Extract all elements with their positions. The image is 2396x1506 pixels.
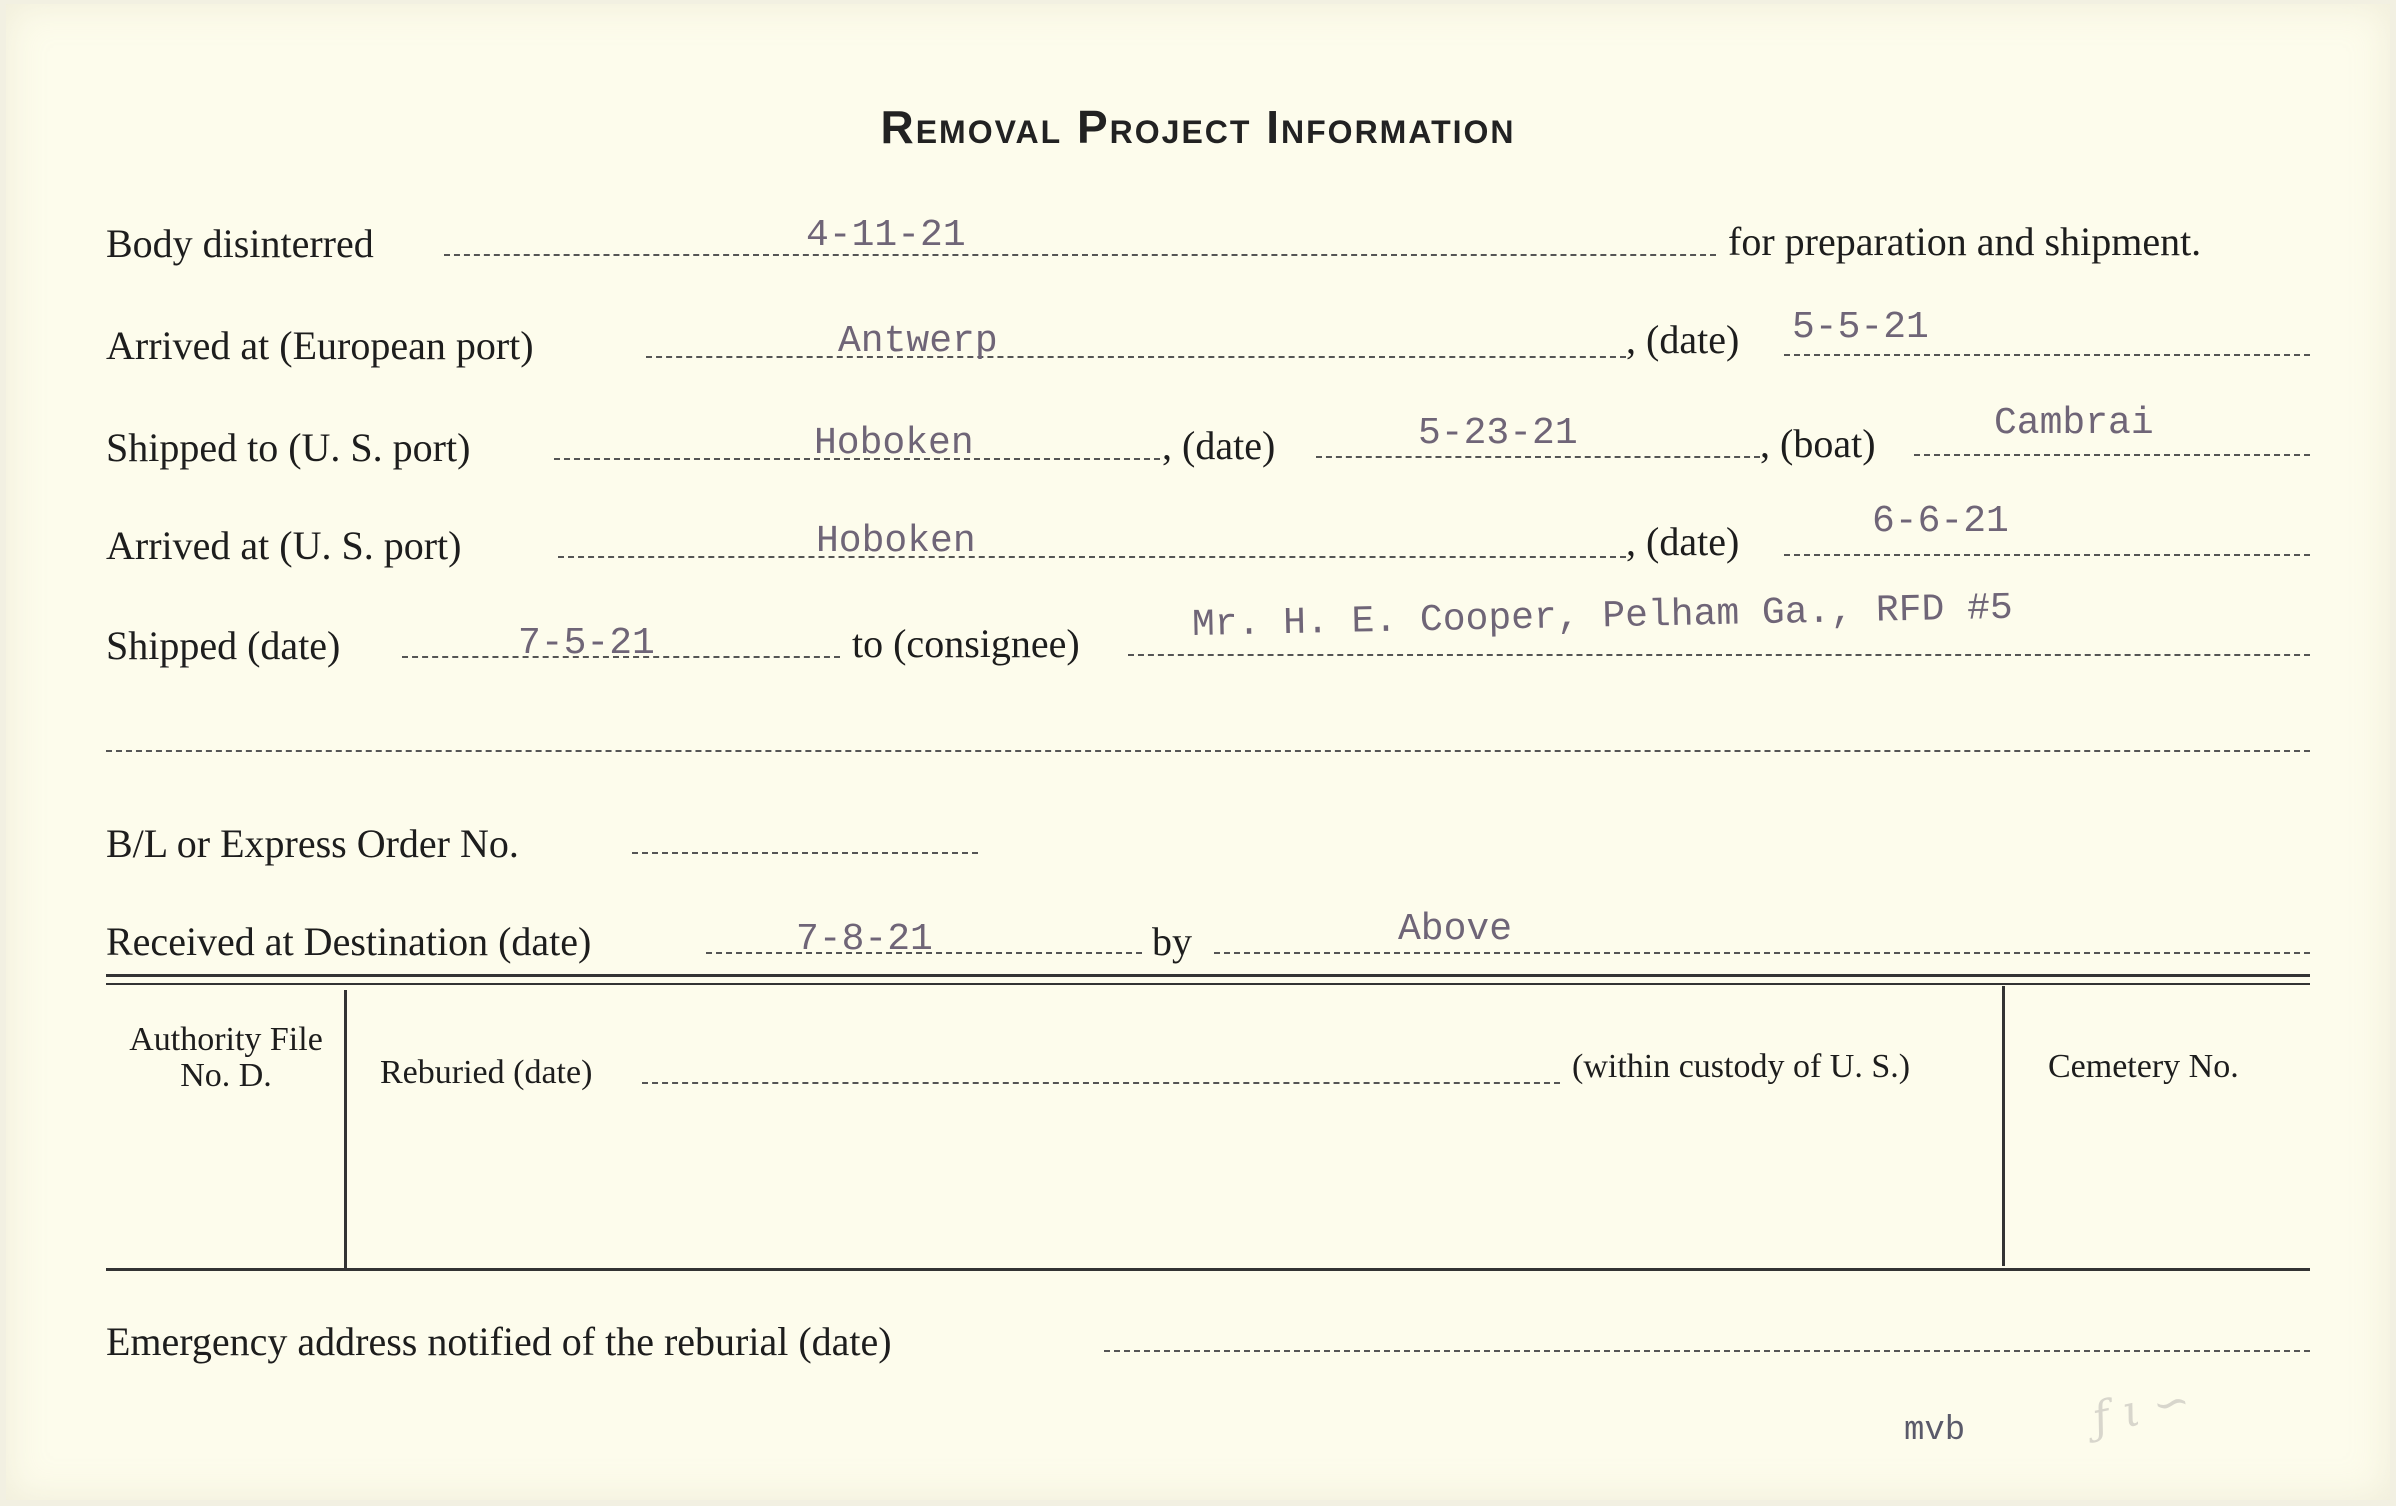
arrived-european-port-value: Antwerp (838, 320, 998, 363)
emergency-address-line (1104, 1350, 2310, 1352)
table-top-rule-double (106, 983, 2310, 985)
arrived-us-date-line (1784, 554, 2310, 556)
received-destination-value: 7-8-21 (796, 918, 933, 961)
shipped-date-label: Shipped (date) (106, 623, 341, 668)
shipped-date-value: 7-5-21 (518, 622, 655, 665)
form-title: Removal Project Information (880, 101, 1516, 153)
reburied-date-line (642, 1082, 1560, 1084)
arrived-european-port-line (646, 356, 1626, 358)
received-by-value: Above (1398, 908, 1513, 951)
clerk-initials: mvb (1904, 1412, 1966, 1450)
table-bottom-rule (106, 1268, 2310, 1271)
consignee-continuation-line (106, 750, 2310, 752)
preparation-shipment-label: for preparation and shipment. (1728, 219, 2202, 264)
boat-line (1914, 454, 2310, 456)
shipped-us-date-value: 5-23-21 (1418, 412, 1578, 455)
body-disinterred-line (444, 254, 1716, 256)
arrived-us-port-label: Arrived at (U. S. port) (106, 523, 462, 568)
arrived-european-date-label: , (date) (1626, 317, 1740, 362)
boat-value: Cambrai (1994, 402, 2154, 445)
shipped-us-date-label: , (date) (1162, 423, 1276, 468)
table-top-rule (106, 974, 2310, 977)
custody-label: (within custody of U. S.) (1572, 1048, 1911, 1085)
arrived-us-port-value: Hoboken (816, 520, 976, 563)
consignee-line (1128, 654, 2310, 656)
arrived-european-date-value: 5-5-21 (1792, 306, 1929, 349)
table-divider-right (2002, 986, 2005, 1266)
shipped-us-date-line (1316, 456, 1760, 458)
bl-express-order-label: B/L or Express Order No. (106, 821, 519, 866)
arrived-us-port-line (558, 556, 1626, 558)
arrived-european-date-line (1784, 354, 2310, 356)
arrived-us-date-label: , (date) (1626, 519, 1740, 564)
received-by-line (1214, 952, 2310, 954)
boat-label: , (boat) (1760, 421, 1876, 466)
shipped-us-port-label: Shipped to (U. S. port) (106, 425, 471, 470)
bl-express-order-line (632, 852, 978, 854)
form-card (6, 4, 2390, 1500)
body-disinterred-label: Body disinterred (106, 221, 374, 266)
faint-signature: ƒ ι ∽ (2087, 1374, 2195, 1445)
cemetery-no-label: Cemetery No. (2048, 1048, 2239, 1085)
table-divider-left (344, 990, 347, 1268)
consignee-value: Mr. H. E. Cooper, Pelham Ga., RFD #5 (1191, 586, 2014, 647)
consignee-label: to (consignee) (852, 621, 1080, 666)
reburied-date-label: Reburied (date) (380, 1054, 593, 1091)
arrived-us-date-value: 6-6-21 (1872, 500, 2009, 543)
received-destination-label: Received at Destination (date) (106, 919, 592, 964)
shipped-us-port-value: Hoboken (814, 422, 974, 465)
received-by-label: by (1152, 919, 1192, 964)
authority-file-label: Authority File No. D. (129, 1021, 323, 1094)
emergency-address-label: Emergency address notified of the reburial (date) (106, 1319, 892, 1364)
arrived-european-port-label: Arrived at (European port) (106, 323, 534, 368)
body-disinterred-value: 4-11-21 (806, 214, 966, 257)
